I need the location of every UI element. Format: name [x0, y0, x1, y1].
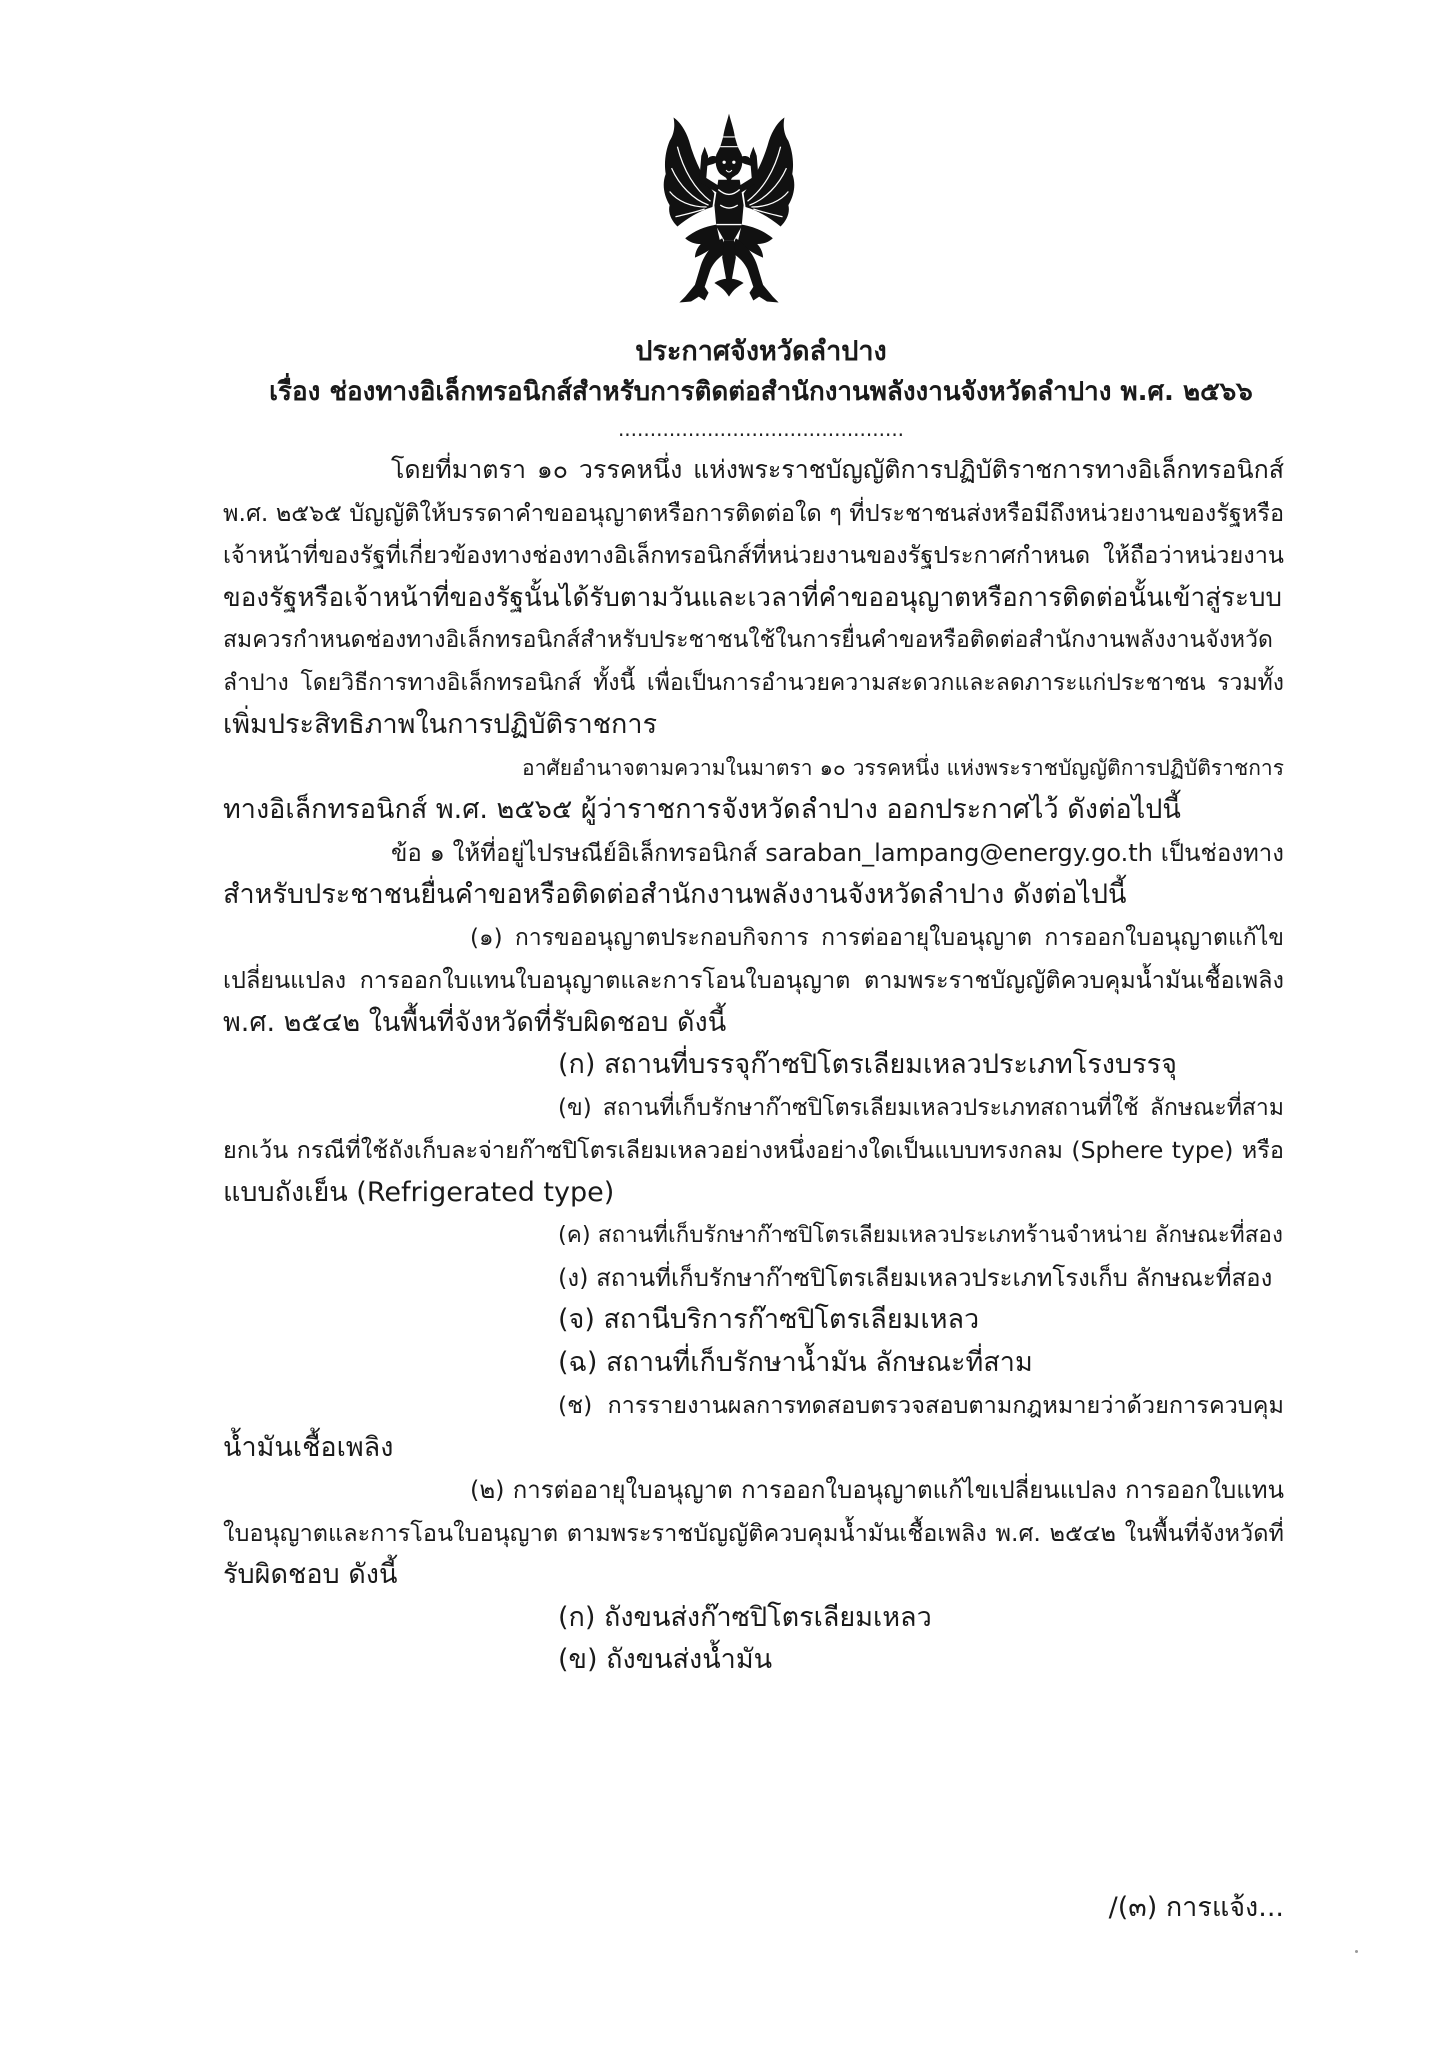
- preamble-line: พ.ศ. ๒๕๖๕ บัญญัติให้บรรดาคำขออนุญาตหรือการติดต่อใด ๆ ที่ประชาชนส่งหรือมีถึงหน่วยงานของรัฐหรือ: [223, 498, 1285, 527]
- item-2-subitem-a: (ก) ถังขนส่งก๊าซปิโตรเลียมเหลว: [558, 1601, 932, 1633]
- clause-1-line: สำหรับประชาชนยื่นคำขอหรือติดต่อสำนักงานพลังงานจังหวัดลำปาง ดังต่อไปนี้: [223, 879, 1127, 910]
- clause-1-text-after: เป็นช่องทาง: [1160, 838, 1284, 867]
- page-continuation-marker: /(๓) การแจ้ง...: [1108, 1892, 1284, 1923]
- item-1-line: พ.ศ. ๒๕๔๒ ในพื้นที่จังหวัดที่รับผิดชอบ ดังนี้: [223, 1006, 727, 1038]
- title-separator: .............................................: [617, 417, 905, 441]
- item-1-line: (๑) การขออนุญาตประกอบกิจการ การต่ออายุใบอนุญาต การออกใบอนุญาตแก้ไข: [470, 924, 1284, 951]
- item-2-line: (๒) การต่ออายุใบอนุญาต การออกใบอนุญาตแก้ไขเปลี่ยนแปลง การออกใบแทน: [470, 1476, 1284, 1504]
- garuda-emblem: [656, 110, 802, 308]
- announcement-title-block: [261, 332, 1261, 446]
- item-1-subitem-a: (ก) สถานที่บรรจุก๊าซปิโตรเลียมเหลวประเภทโรงบรรจุ: [558, 1049, 1177, 1080]
- announcement-body: [223, 449, 1284, 1682]
- item-2-line: รับผิดชอบ ดังนี้: [223, 1559, 398, 1590]
- scan-speck: [1355, 1950, 1358, 1953]
- item-1-subitem-b-continued: แบบถังเย็น (Refrigerated type): [223, 1176, 615, 1208]
- announcement-subject: เรื่อง ช่องทางอิเล็กทรอนิกส์สำหรับการติดต่อสำนักงานพลังงานจังหวัดลำปาง พ.ศ. ๒๕๖๖: [269, 377, 1253, 407]
- item-2-line: ใบอนุญาตและการโอนใบอนุญาต ตามพระราชบัญญัติควบคุมน้ำมันเชื้อเพลิง พ.ศ. ๒๕๔๒ ในพื้นที่จังหวัดที่: [223, 1518, 1284, 1547]
- preamble-line: โดยที่มาตรา ๑๐ วรรคหนึ่ง แห่งพระราชบัญญัติการปฏิบัติราชการทางอิเล็กทรอนิกส์: [391, 455, 1284, 484]
- garuda-crown: [716, 114, 741, 155]
- item-1-subitem-b-continued: ยกเว้น กรณีที่ใช้ถังเก็บละจ่ายก๊าซปิโตรเลียมเหลวอย่างหนึ่งอย่างใดเป็นแบบทรงกลม (Sphere type) หรือ: [223, 1136, 1284, 1164]
- announcement-heading: ประกาศจังหวัดลำปาง: [635, 336, 887, 367]
- preamble-line: เจ้าหน้าที่ของรัฐที่เกี่ยวข้องทางช่องทางอิเล็กทรอนิกส์ที่หน่วยงานของรัฐประกาศกำหนด ให้ถือว่าหน่วยงาน: [223, 541, 1284, 569]
- preamble-line: เพิ่มประสิทธิภาพในการปฏิบัติราชการ: [223, 709, 658, 740]
- preamble-line: สมควรกำหนดช่องทางอิเล็กทรอนิกส์สำหรับประชาชนใช้ในการยื่นคำขอหรือติดต่อสำนักงานพลังงานจังหวัด: [223, 627, 1273, 653]
- garuda-wing-right: [744, 118, 795, 227]
- garuda-torso: [714, 180, 743, 240]
- garuda-head: [706, 154, 752, 183]
- item-2-subitem-b: (ข) ถังขนส่งน้ำมัน: [558, 1644, 773, 1675]
- item-1-subitem-g: (ช) การรายงานผลการทดสอบตรวจสอบตามกฎหมายว่าด้วยการควบคุม: [558, 1391, 1284, 1419]
- item-1-subitem-b: (ข) สถานที่เก็บรักษาก๊าซปิโตรเลียมเหลวประเภทสถานที่ใช้ ลักษณะที่สาม: [558, 1094, 1284, 1121]
- item-1-subitem-e: (จ) สถานีบริการก๊าซปิโตรเลียมเหลว: [558, 1304, 980, 1335]
- garuda-emblem-icon: [656, 110, 802, 308]
- clause-1-text-before: ข้อ ๑ ให้ที่อยู่ไปรษณีย์อิเล็กทรอนิกส์: [391, 838, 758, 867]
- authority-line: ทางอิเล็กทรอนิกส์ พ.ศ. ๒๕๖๕ ผู้ว่าราชการจังหวัดลำปาง ออกประกาศไว้ ดังต่อไปนี้: [223, 794, 1181, 825]
- clause-1-line: [223, 832, 1284, 875]
- item-1-subitem-c: (ค) สถานที่เก็บรักษาก๊าซปิโตรเลียมเหลวประเภทร้านจำหน่าย ลักษณะที่สอง: [558, 1222, 1283, 1248]
- item-1-subitem-g-continued: น้ำมันเชื้อเพลิง: [223, 1431, 394, 1463]
- item-1-subitem-d: (ง) สถานที่เก็บรักษาก๊าซปิโตรเลียมเหลวประเภทโรงเก็บ ลักษณะที่สอง: [558, 1263, 1273, 1292]
- preamble-line: ลำปาง โดยวิธีการทางอิเล็กทรอนิกส์ ทั้งนี้ เพื่อเป็นการอำนวยความสะดวกและลดภาระแก่ประชาชน รวมทั้ง: [223, 669, 1284, 696]
- item-1-subitem-f: (ฉ) สถานที่เก็บรักษาน้ำมัน ลักษณะที่สาม: [558, 1346, 1033, 1378]
- authority-line: อาศัยอำนาจตามความในมาตรา ๑๐ วรรคหนึ่ง แห่งพระราชบัญญัติการปฏิบัติราชการ: [522, 755, 1284, 780]
- preamble-line: ของรัฐหรือเจ้าหน้าที่ของรัฐนั้นได้รับตามวันและเวลาที่คำขออนุญาตหรือการติดต่อนั้นเข้าสู่ระบบ: [223, 582, 1282, 613]
- email-address: saraban_lampang@energy.go.th: [765, 838, 1153, 867]
- garuda-wing-left: [664, 118, 715, 227]
- item-1-line: เปลี่ยนแปลง การออกใบแทนใบอนุญาตและการโอนใบอนุญาต ตามพระราชบัญญัติควบคุมน้ำมันเชื้อเพลิง: [223, 966, 1284, 994]
